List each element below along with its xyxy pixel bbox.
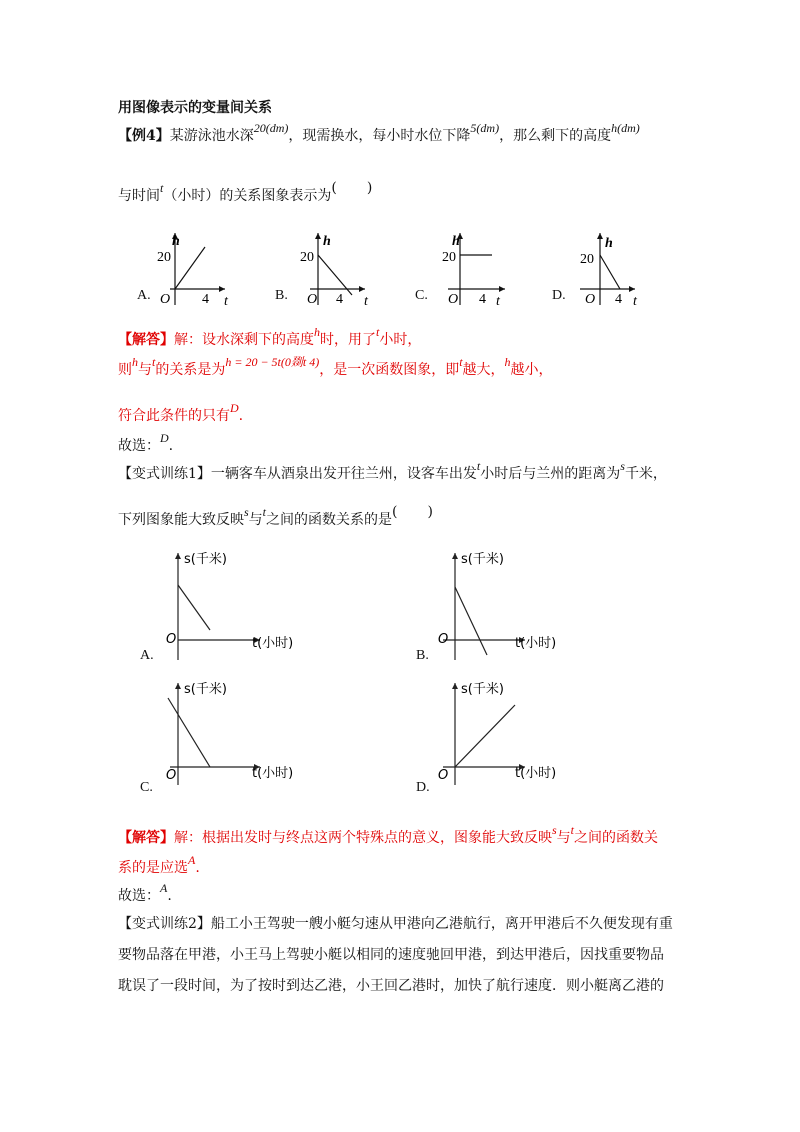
big-graph-d-origin: O (438, 768, 449, 783)
graph-d-line (600, 255, 620, 289)
option-c-label: C. (415, 288, 428, 303)
big-graph-c (166, 681, 293, 785)
solution1-text: ，是一次函数图象，即 (319, 362, 460, 378)
graph-b-4-label: 4 (336, 292, 343, 307)
answer1-line (118, 431, 174, 456)
big-graph-a-line (178, 585, 210, 630)
big-graph-b (438, 551, 556, 660)
big-option-a-label: A. (140, 648, 154, 663)
s-variable: s (552, 823, 557, 837)
big-graph-c-line (168, 698, 210, 767)
graph-d-t-label: t (633, 294, 637, 309)
h-variable: h (132, 355, 138, 369)
graph-a-origin: O (160, 292, 171, 307)
big-graph-d-xlabel: t(小时) (515, 766, 557, 781)
variant1-text: 一辆客车从酒泉出发开往兰州，设客车出发 (210, 466, 477, 482)
rate-value: 5(dm) (470, 121, 500, 135)
variant2-line-3: 耽误了一段时间，为了按时到达乙港，小王回乙港时，加快了航行速度．则小艇离乙港的 (118, 978, 664, 994)
s-variable: s (244, 505, 249, 519)
solution1-text: 时，用了 (320, 332, 376, 348)
solution2-text: 解：根据出发时与终点这两个特殊点的意义，图象能大致反映 (174, 830, 552, 846)
example-line-1 (118, 121, 640, 146)
example-text: （小时）的关系图象表示为 (163, 188, 332, 204)
example-text: 某游泳池水深 (169, 128, 254, 144)
answer1-value: D (160, 431, 169, 445)
graph-d-20-label: 20 (580, 252, 594, 267)
depth-value: 20(dm) (253, 121, 289, 135)
h-variable: h (504, 355, 511, 369)
variant1-text: 下列图象能大致反映 (118, 512, 244, 528)
t-variable: t (376, 325, 380, 339)
variant2-text: 船工小王驾驶一艘小艇匀速从甲港向乙港航行，离开甲港后不久便发现有重 (210, 916, 673, 932)
solution2-tag: 【解答】 (118, 830, 174, 846)
solution1-text: . (238, 408, 244, 424)
solution1-text: 则 (118, 362, 132, 378)
option-b-label: B. (275, 288, 288, 303)
solution1-text: 小时， (379, 332, 422, 348)
solution1-line-2 (118, 355, 553, 380)
paren-open: ( (331, 180, 337, 196)
formula: h = 20 − 5t(0剟t 4) (225, 355, 320, 369)
graph-b-h-label: h (323, 234, 331, 249)
variant1-tag: 【变式训练1】 (118, 466, 211, 482)
big-graph-c-xlabel: t(小时) (252, 766, 294, 781)
big-graph-b-line (455, 587, 487, 655)
paren-close: ) (427, 504, 433, 520)
solution2-text: 与 (556, 830, 571, 846)
t-variable: t (160, 181, 164, 195)
big-graph-c-origin: O (166, 768, 177, 783)
variant1-line-1 (118, 459, 667, 484)
answer2-label: 故选： (118, 888, 160, 904)
solution2-text: 系的是应选 (118, 860, 188, 876)
graph-b (300, 233, 369, 309)
example-line-2 (118, 180, 373, 206)
graph-b-t-label: t (364, 294, 368, 309)
big-graph-c-ylabel: s(千米) (184, 682, 227, 697)
solution1-text: 与 (138, 362, 152, 378)
solution1-text: 符合此条件的只有 (118, 408, 230, 424)
s-variable: s (620, 459, 625, 473)
graph-a-h-label: h (172, 234, 180, 249)
answer2-value: A (160, 881, 168, 895)
t-variable: t (262, 505, 267, 519)
graph-d-h-label: h (605, 236, 613, 251)
answer1-end: . (168, 438, 174, 454)
page-title: 用图像表示的变量间关系 (118, 100, 272, 116)
solution1-line-1 (118, 325, 422, 350)
paren-close: ) (366, 180, 373, 196)
solution1-text: 越小， (510, 362, 553, 378)
example-tag: 【例4】 (118, 128, 170, 144)
option-d-label: D. (552, 288, 566, 303)
variant2-line-1 (118, 914, 673, 934)
graph-c-h-label: h (452, 234, 460, 249)
t-variable: t (152, 355, 156, 369)
big-option-d-label: D. (416, 780, 430, 795)
solution2-line-1 (118, 823, 659, 848)
variant1-text: 与 (248, 512, 263, 528)
answer2-line (118, 881, 172, 906)
solution2-line-2 (118, 853, 200, 878)
graph-b-20-label: 20 (300, 250, 314, 265)
graph-a-4-label: 4 (202, 292, 209, 307)
variant1-text: 千米， (624, 466, 667, 482)
option-graphs-row-1 (130, 225, 690, 310)
t-variable: t (476, 459, 481, 473)
big-option-b-label: B. (416, 648, 429, 663)
answer1-label: 故选： (118, 438, 160, 454)
variant1-text: 之间的函数关系的是 (266, 512, 393, 528)
option-a-label: A. (137, 288, 151, 303)
big-graph-d-line (455, 705, 515, 767)
solution1-tag: 【解答】 (118, 332, 174, 348)
answer2-end: . (167, 888, 172, 904)
h-variable: h (314, 325, 320, 339)
solution1-text: 的关系是为 (155, 362, 226, 378)
graph-c-origin: O (448, 292, 459, 307)
graph-d-origin: O (585, 292, 596, 307)
graph-c (442, 233, 505, 309)
solution1-line-3 (118, 401, 244, 426)
big-graph-d (438, 681, 556, 785)
graph-b-origin: O (307, 292, 318, 307)
solution1-text: 越大， (462, 362, 505, 378)
height-unit: h(dm) (611, 121, 640, 135)
solution2-text: . (195, 860, 200, 876)
graph-a (157, 233, 229, 309)
variant2-tag: 【变式训练2】 (118, 916, 211, 932)
graph-a-t-label: t (224, 294, 228, 309)
variant2-line-2: 要物品落在甲港，小王马上驾驶小艇以相同的速度驰回甲港，到达甲港后，因找重要物品 (118, 947, 664, 963)
big-option-c-label: C. (140, 780, 153, 795)
t-variable: t (570, 823, 575, 837)
solution1-text: 解：设水深剩下的高度 (174, 332, 314, 348)
big-graph-a (166, 551, 293, 660)
example-text: ，现需换水，每小时水位下降 (288, 128, 471, 144)
big-graph-b-origin: O (438, 632, 449, 647)
variant1-text: 小时后与兰州的距离为 (480, 466, 621, 482)
big-graph-d-ylabel: s(千米) (461, 682, 504, 697)
graph-c-t-label: t (496, 294, 500, 309)
example-text: ，那么剩下的高度 (499, 128, 612, 144)
big-graph-a-origin: O (166, 632, 177, 647)
big-graph-b-ylabel: s(千米) (461, 552, 504, 567)
graph-d-4-label: 4 (615, 292, 622, 307)
answer-d: D (230, 401, 239, 415)
graph-a-20-label: 20 (157, 250, 171, 265)
example-text: 与时间 (118, 188, 160, 204)
answer-a: A (188, 853, 196, 867)
paren-open: ( (392, 504, 398, 520)
graph-a-line (175, 247, 205, 289)
big-graph-a-xlabel: t(小时) (252, 636, 294, 651)
graph-d (580, 233, 638, 309)
option-graphs-row-2 (130, 545, 670, 795)
graph-c-4-label: 4 (479, 292, 486, 307)
t-variable: t (459, 355, 463, 369)
variant1-line-2 (118, 504, 433, 530)
big-graph-b-xlabel: t(小时) (515, 636, 557, 651)
graph-c-20-label: 20 (442, 250, 456, 265)
solution2-text: 之间的函数关 (574, 830, 659, 846)
big-graph-a-ylabel: s(千米) (184, 552, 227, 567)
